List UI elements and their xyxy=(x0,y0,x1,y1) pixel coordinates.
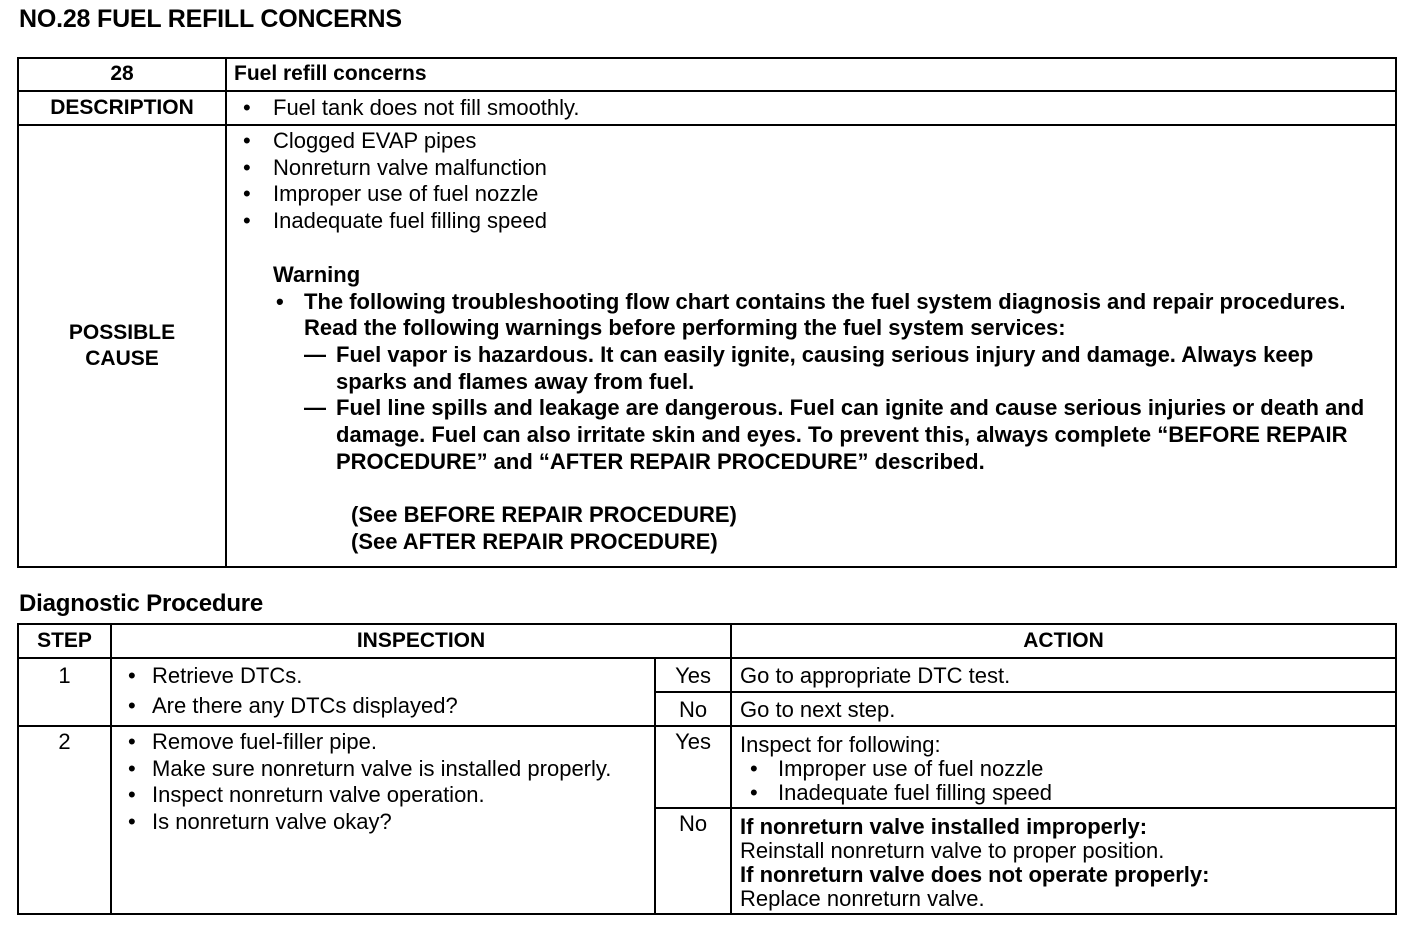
yes-action xyxy=(731,726,1396,808)
yes-action-item: • Inadequate fuel filling speed xyxy=(740,781,1395,805)
description-cell xyxy=(226,91,1396,125)
no-action: Go to next step. xyxy=(731,692,1396,726)
no-label: No xyxy=(655,808,731,914)
no-action-line: Reinstall nonreturn valve to proper position. xyxy=(740,838,1165,863)
inspection-item: • Retrieve DTCs. xyxy=(112,661,654,691)
warning-dash-item: — Fuel vapor is hazardous. It can easily ignite, causing serious injury and damage. Always keep sparks and flames away from fuel. xyxy=(304,342,1383,395)
action-header: ACTION xyxy=(731,624,1396,658)
description-row xyxy=(18,91,1396,125)
cause-item: • Nonreturn valve malfunction xyxy=(227,155,1395,182)
yes-label: Yes xyxy=(655,726,731,808)
cause-item: • Clogged EVAP pipes xyxy=(227,128,1395,155)
cause-item: • Improper use of fuel nozzle xyxy=(227,181,1395,208)
yes-action-list xyxy=(740,757,1395,805)
step-1-yes-row xyxy=(18,658,1396,692)
no-label: No xyxy=(655,692,731,726)
yes-label: Yes xyxy=(655,658,731,692)
no-action-line: If nonreturn valve installed improperly: xyxy=(740,814,1148,839)
inspection-item: • Make sure nonreturn valve is installed properly. xyxy=(112,756,654,783)
warning-title: Warning xyxy=(273,261,361,287)
description-label: DESCRIPTION xyxy=(18,91,226,125)
possible-cause-cell xyxy=(226,125,1396,567)
warning-dash-item: — Fuel line spills and leakage are dangerous. Fuel can ignite and cause serious injuries or death and damage. Fuel can also irritate skin and eyes. To prevent this, always complete “BEFORE REPAIR PROCEDURE” and “AFTER REPAIR PROCEDURE” described. xyxy=(304,395,1383,475)
possible-cause-row xyxy=(18,125,1396,567)
see-before-link[interactable]: (See BEFORE REPAIR PROCEDURE) xyxy=(351,502,737,528)
step-number: 1 xyxy=(18,658,111,726)
see-references xyxy=(351,502,1395,555)
inspection-list xyxy=(112,661,654,721)
yes-action-title: Inspect for following: xyxy=(740,732,941,757)
step-inspection xyxy=(111,726,655,914)
warning-main-text: The following troubleshooting flow chart contains the fuel system diagnosis and repair procedures. Read the following warnings before performing the fuel system services: xyxy=(304,288,1346,341)
concern-title-row xyxy=(18,58,1396,91)
inspection-item: • Inspect nonreturn valve operation. xyxy=(112,782,654,809)
see-after-link[interactable]: (See AFTER REPAIR PROCEDURE) xyxy=(351,529,718,555)
step-number: 2 xyxy=(18,726,111,914)
inspection-item: • Is nonreturn valve okay? xyxy=(112,809,654,836)
inspection-item: • Are there any DTCs displayed? xyxy=(112,691,654,721)
no-action xyxy=(731,808,1396,914)
warning-dash-list xyxy=(304,342,1383,476)
yes-action: Go to appropriate DTC test. xyxy=(731,658,1396,692)
description-list xyxy=(227,92,1395,124)
description-item: • Fuel tank does not fill smoothly. xyxy=(227,92,1395,124)
step-inspection xyxy=(111,658,655,726)
yes-action-item: • Improper use of fuel nozzle xyxy=(740,757,1395,781)
possible-cause-label xyxy=(18,125,226,567)
cause-item: • Inadequate fuel filling speed xyxy=(227,208,1395,235)
concern-number: 28 xyxy=(18,58,226,91)
step-2-yes-row xyxy=(18,726,1396,808)
warning-list xyxy=(227,289,1395,476)
cause-list xyxy=(227,128,1395,235)
diagnostic-procedure-heading: Diagnostic Procedure xyxy=(19,590,264,617)
warning-item xyxy=(227,289,1395,476)
step-header: STEP xyxy=(18,624,111,658)
diagnostic-table xyxy=(17,623,1397,915)
diagnostic-header-row xyxy=(18,624,1396,658)
no-action-line: Replace nonreturn valve. xyxy=(740,886,985,911)
inspection-list xyxy=(112,729,654,836)
no-action-line: If nonreturn valve does not operate properly: xyxy=(740,862,1210,887)
page-title: NO.28 FUEL REFILL CONCERNS xyxy=(19,5,402,33)
concern-table xyxy=(17,57,1397,568)
concern-title: Fuel refill concerns xyxy=(226,58,1396,91)
inspection-item: • Remove fuel-filler pipe. xyxy=(112,729,654,756)
inspection-header: INSPECTION xyxy=(111,624,731,658)
possible-cause-label-text: POSSIBLE CAUSE xyxy=(68,321,176,370)
